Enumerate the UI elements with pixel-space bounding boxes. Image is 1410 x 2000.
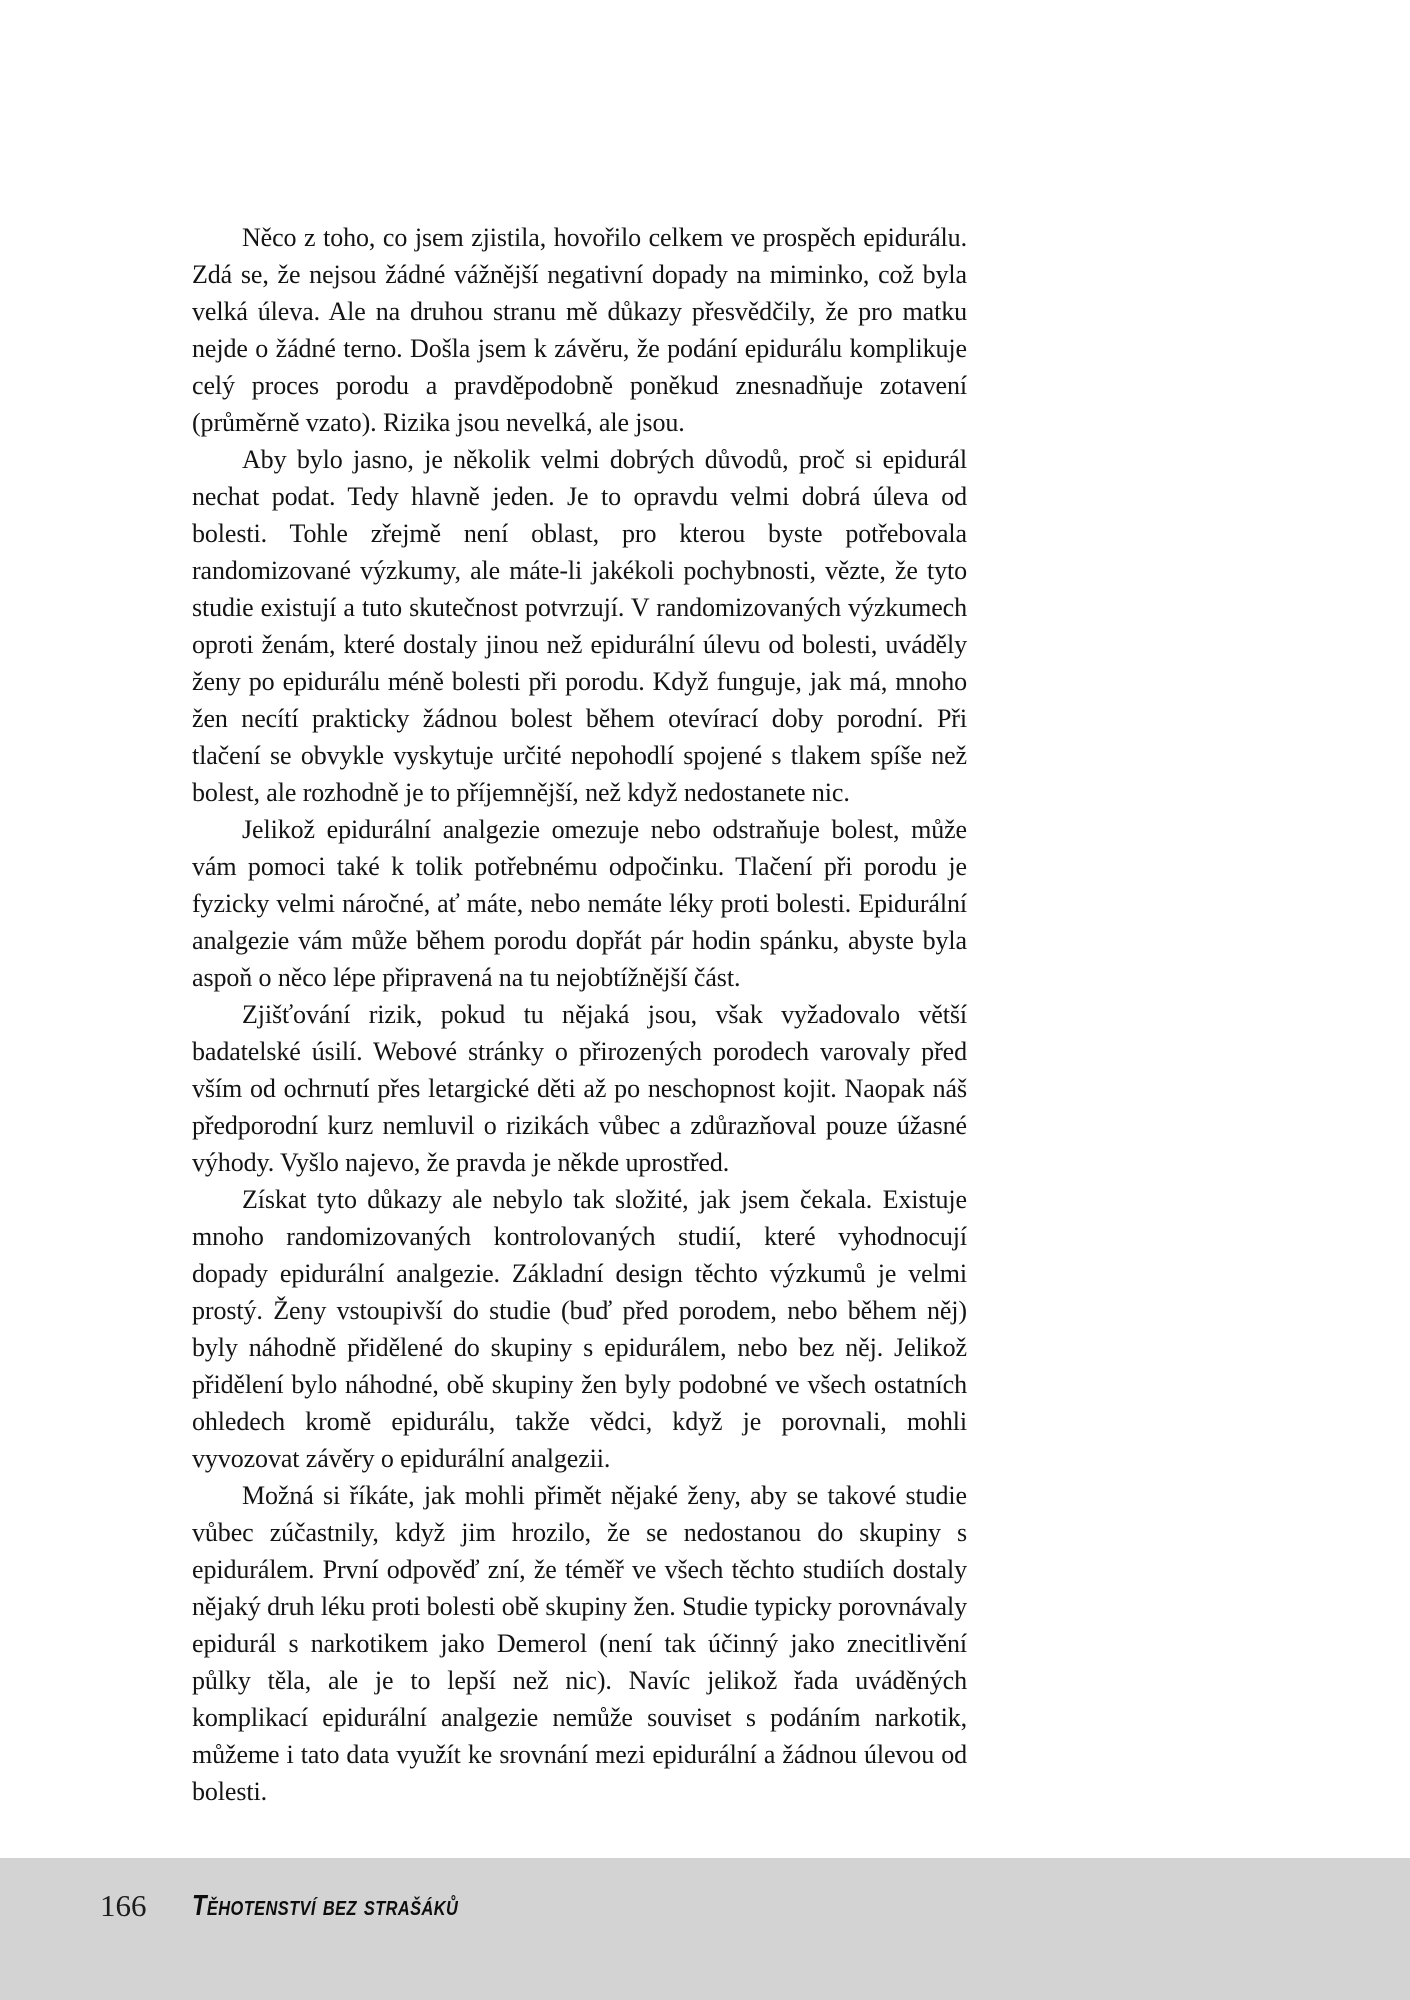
paragraph: Jelikož epidurální analgezie omezuje nebo odstraňuje bolest, může vám pomoci také k tolik potřebnému odpočinku. Tlačení při porodu je fyzicky velmi náročné, ať máte, nebo nemáte léky proti bolesti. Epidurální analgezie vám může během porodu dopřát pár hodin spánku, abyste byla aspoň o něco lépe připravená na tu nejobtížnější část. bbox=[192, 815, 967, 992]
paragraph: Získat tyto důkazy ale nebylo tak složité, jak jsem čekala. Existuje mnoho randomizovaných kontrolovaných studií, které vyhodnocují dopady epidurální analgezie. Základní design těchto výzkumů je velmi prostý. Ženy vstoupivší do studie (buď před porodem, nebo během něj) byly náhodně přidělené do skupiny s epidurálem, nebo bez něj. Jelikož přidělení bylo náhodné, obě skupiny žen byly podobné ve všech ostatních ohledech kromě epidurálu, takže vědci, když je porovnali, mohli vyvozovat závěry o epidurální analgezii. bbox=[192, 1185, 967, 1473]
body-text bbox=[192, 219, 967, 1810]
paragraph: Aby bylo jasno, je několik velmi dobrých důvodů, proč si epidurál nechat podat. Tedy hlavně jeden. Je to opravdu velmi dobrá úleva od bolesti. Tohle zřejmě není oblast, pro kterou byste potřebovala randomizované výzkumy, ale máte-li jakékoli pochybnosti, vězte, že tyto studie existují a tuto skutečnost potvrzují. V randomizovaných výzkumech oproti ženám, které dostaly jinou než epidurální úlevu od bolesti, uváděly ženy po epidurálu méně bolesti při porodu. Když funguje, jak má, mnoho žen necítí prakticky žádnou bolest během otevírací doby porodní. Při tlačení se obvykle vyskytuje určité nepohodlí spojené s tlakem spíše než bolest, ale rozhodně je to příjemnější, než když nedostanete nic. bbox=[192, 445, 967, 807]
paragraph: Něco z toho, co jsem zjistila, hovořilo celkem ve prospěch epidurálu. Zdá se, že nejsou žádné vážnější negativní dopady na miminko, což byla velká úleva. Ale na druhou stranu mě důkazy přesvědčily, že pro matku nejde o žádné terno. Došla jsem k závěru, že podání epidurálu komplikuje celý proces porodu a pravděpodobně poněkud znesnadňuje zotavení (průměrně vzato). Rizika jsou nevelká, ale jsou. bbox=[192, 223, 967, 437]
footer bbox=[0, 1886, 1410, 1926]
paragraph: Zjišťování rizik, pokud tu nějaká jsou, však vyžadovalo větší badatelské úsilí. Webové stránky o přirozených porodech varovaly před vším od ochrnutí přes letargické děti až po neschopnost kojit. Naopak náš předporodní kurz nemluvil o rizikách vůbec a zdůrazňoval pouze úžasné výhody. Vyšlo najevo, že pravda je někde uprostřed. bbox=[192, 1000, 967, 1177]
page-number: 166 bbox=[100, 1888, 147, 1923]
book-title: Těhotenství bez strašáků bbox=[192, 1890, 459, 1922]
footer-band bbox=[0, 1858, 1410, 2000]
paragraph: Možná si říkáte, jak mohli přimět nějaké ženy, aby se takové studie vůbec zúčastnily, když jim hrozilo, že se nedostanou do skupiny s epidurálem. První odpověď zní, že téměř ve všech těchto studiích dostaly nějaký druh léku proti bolesti obě skupiny žen. Studie typicky porovnávaly epidurál s narkotikem jako Demerol (není tak účinný jako znecitlivění půlky těla, ale je to lepší než nic). Navíc jelikož řada uváděných komplikací epidurální analgezie nemůže souviset s podáním narkotik, můžeme i tato data využít ke srovnání mezi epidurální a žádnou úlevou od bolesti. bbox=[192, 1481, 967, 1806]
